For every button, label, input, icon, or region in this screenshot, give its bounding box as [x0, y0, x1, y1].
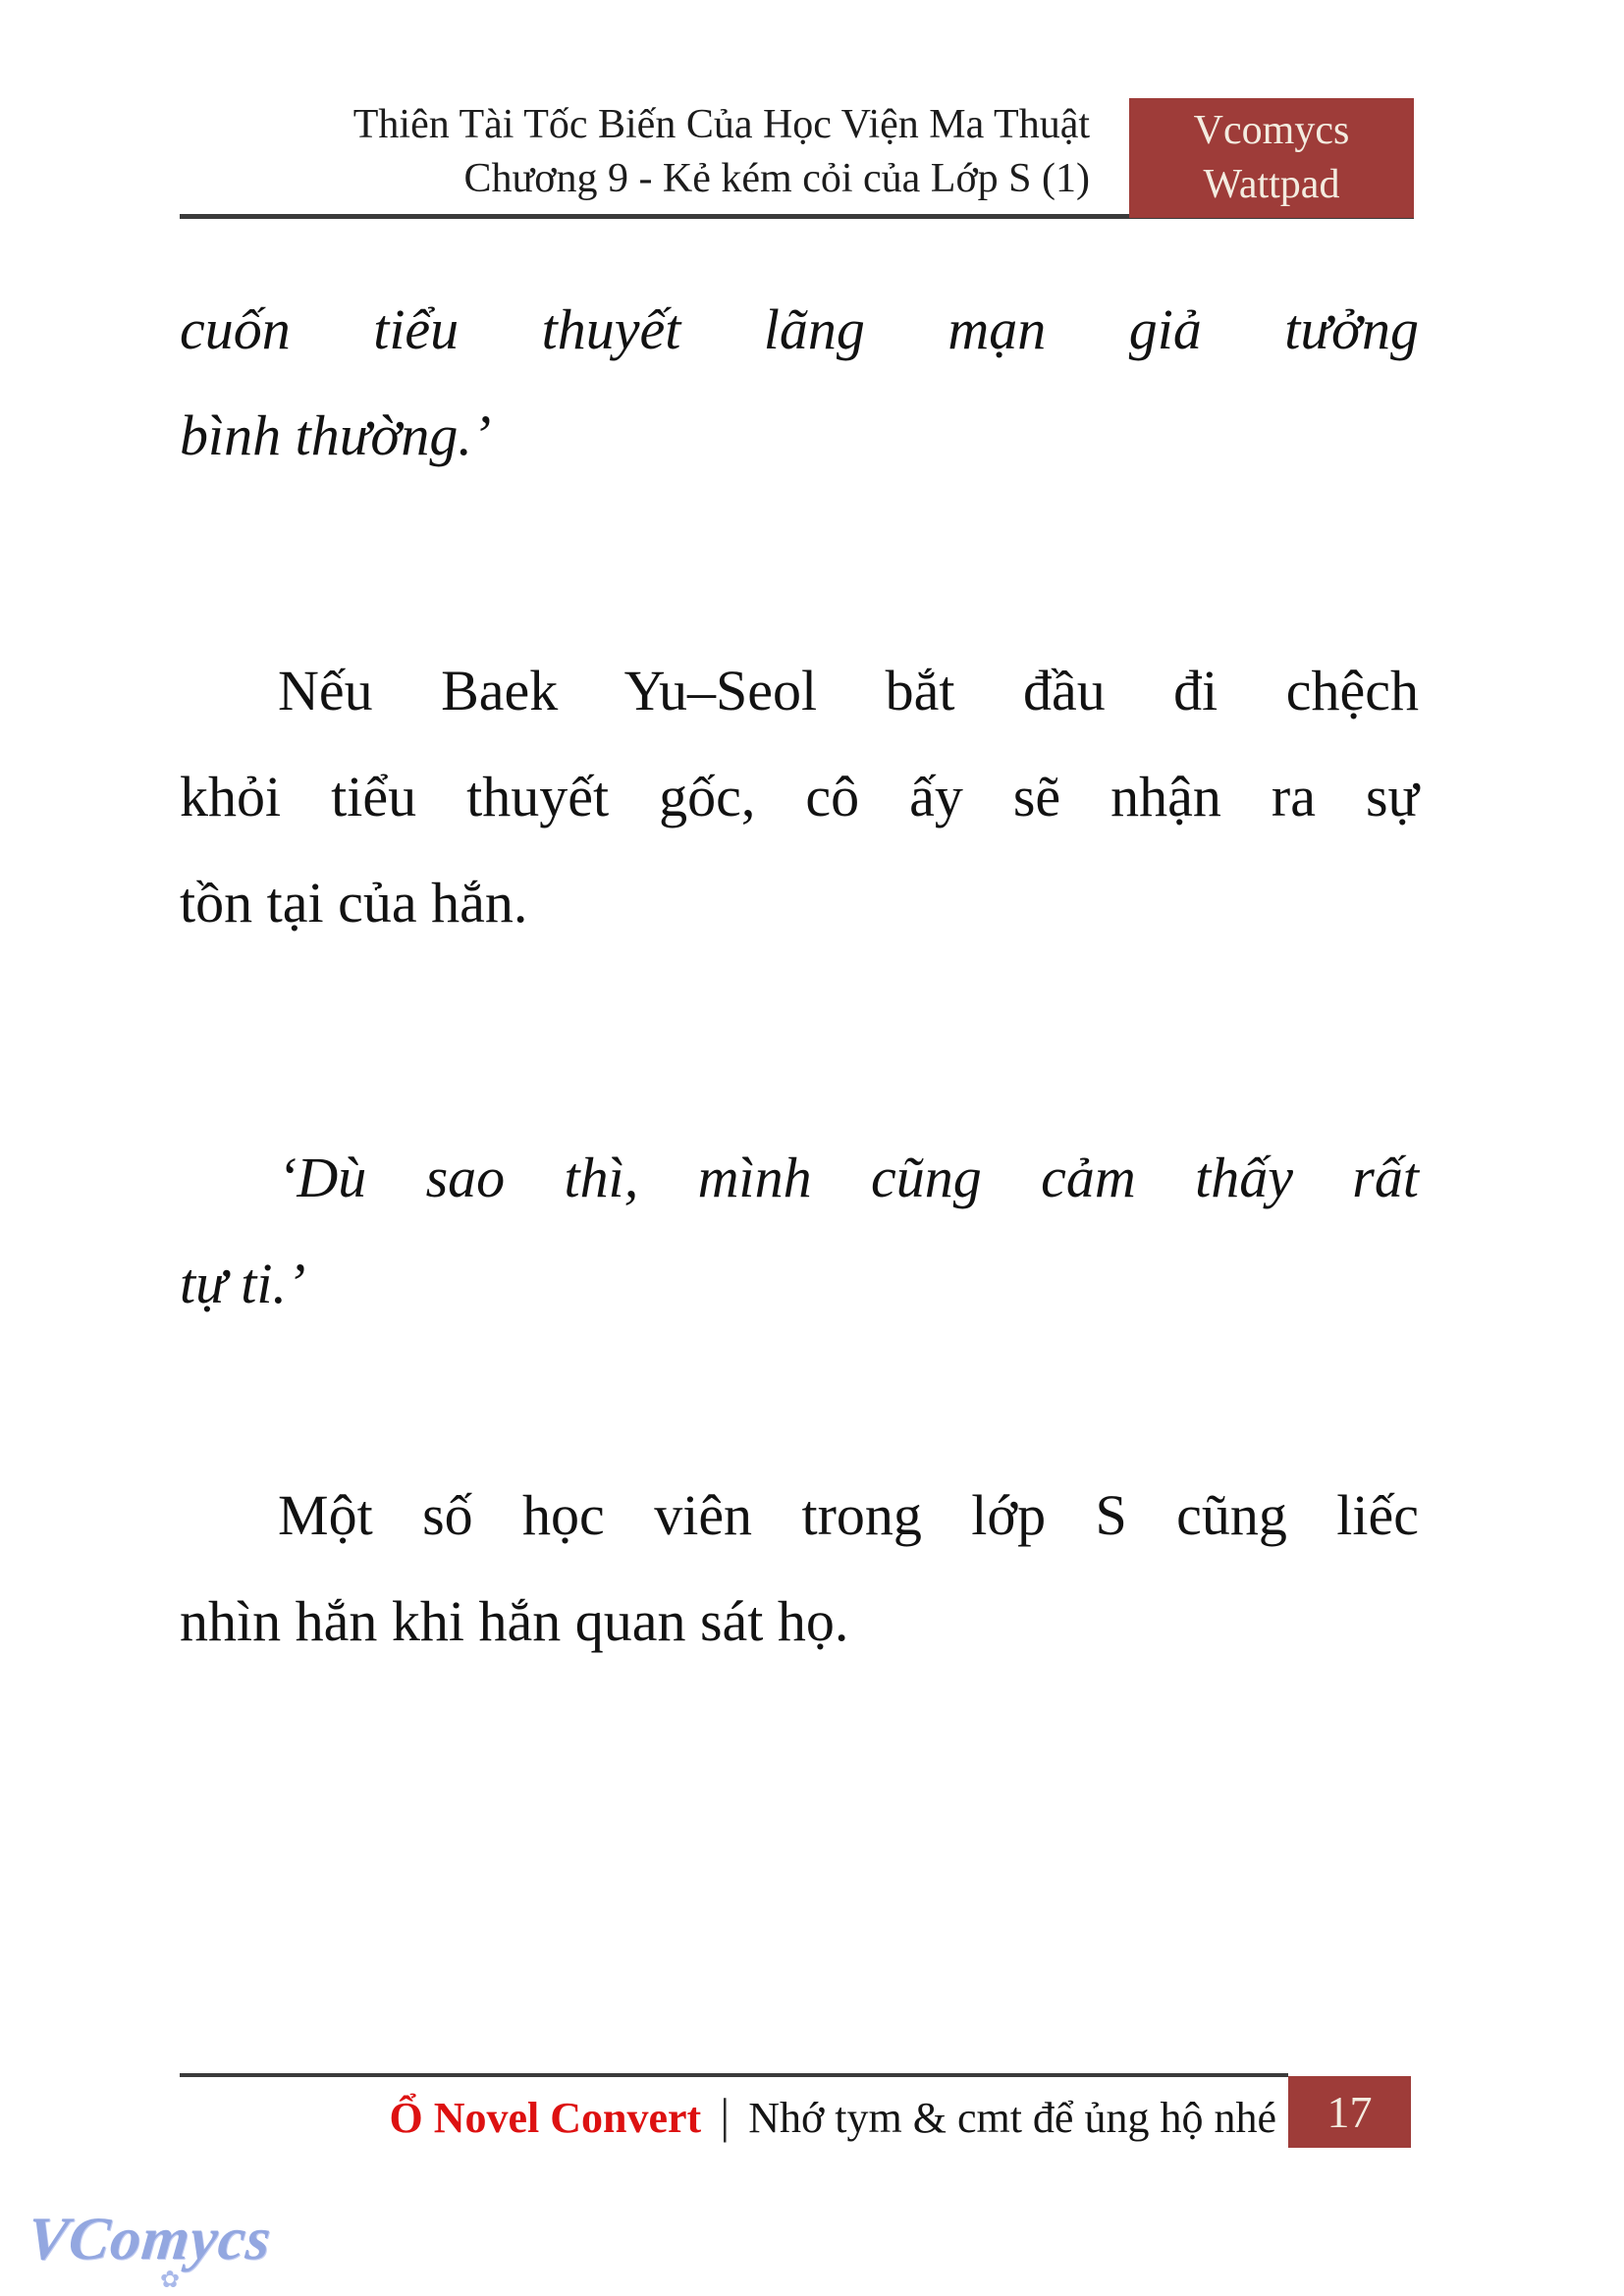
- footer-message: Nhớ tym & cmt để ủng hộ nhé: [748, 2094, 1276, 2142]
- flower-icon: ✿: [160, 2268, 181, 2293]
- footer-divider: [180, 2073, 1288, 2077]
- badge-line-vcomycs: Vcomycs: [1193, 108, 1350, 153]
- book-title: Thiên Tài Tốc Biến Của Học Viện Ma Thuật: [352, 102, 1090, 147]
- text-line: khỏi tiểu thuyết gốc, cô ấy sẽ nhận ra sự: [180, 765, 1419, 828]
- footer-brand: Ổ Novel Convert: [389, 2094, 702, 2142]
- page-body: [180, 277, 1419, 1675]
- badge-line-wattpad: Wattpad: [1203, 162, 1340, 207]
- text-line: Một số học viên trong lớp S cũng liếc: [278, 1483, 1419, 1547]
- text-line: Nếu Baek Yu–Seol bắt đầu đi chệch: [278, 659, 1419, 722]
- footer-separator: |: [720, 2088, 731, 2143]
- paragraph: [180, 638, 1419, 956]
- text-line: tồn tại của hắn.: [180, 871, 528, 934]
- header-title-block: [353, 98, 1090, 206]
- footer-note: [390, 2085, 1277, 2149]
- vcomycs-logo: VComycs: [24, 2206, 275, 2272]
- text-line: ‘Dù sao thì, mình cũng cảm thấy rất: [278, 1146, 1419, 1209]
- text-line: cuốn tiểu thuyết lãng mạn giả tưởng: [180, 297, 1419, 361]
- text-line: tự ti.’: [180, 1252, 306, 1315]
- chapter-title: Chương 9 - Kẻ kém cỏi của Lớp S (1): [463, 156, 1090, 201]
- translator-badge: [1129, 98, 1414, 218]
- paragraph: [180, 277, 1419, 489]
- text-line: nhìn hắn khi hắn quan sát họ.: [180, 1589, 849, 1653]
- paragraph: [180, 1125, 1419, 1337]
- page-number-badge: 17: [1288, 2076, 1411, 2148]
- text-line: bình thường.’: [180, 403, 492, 467]
- paragraph: [180, 1463, 1419, 1675]
